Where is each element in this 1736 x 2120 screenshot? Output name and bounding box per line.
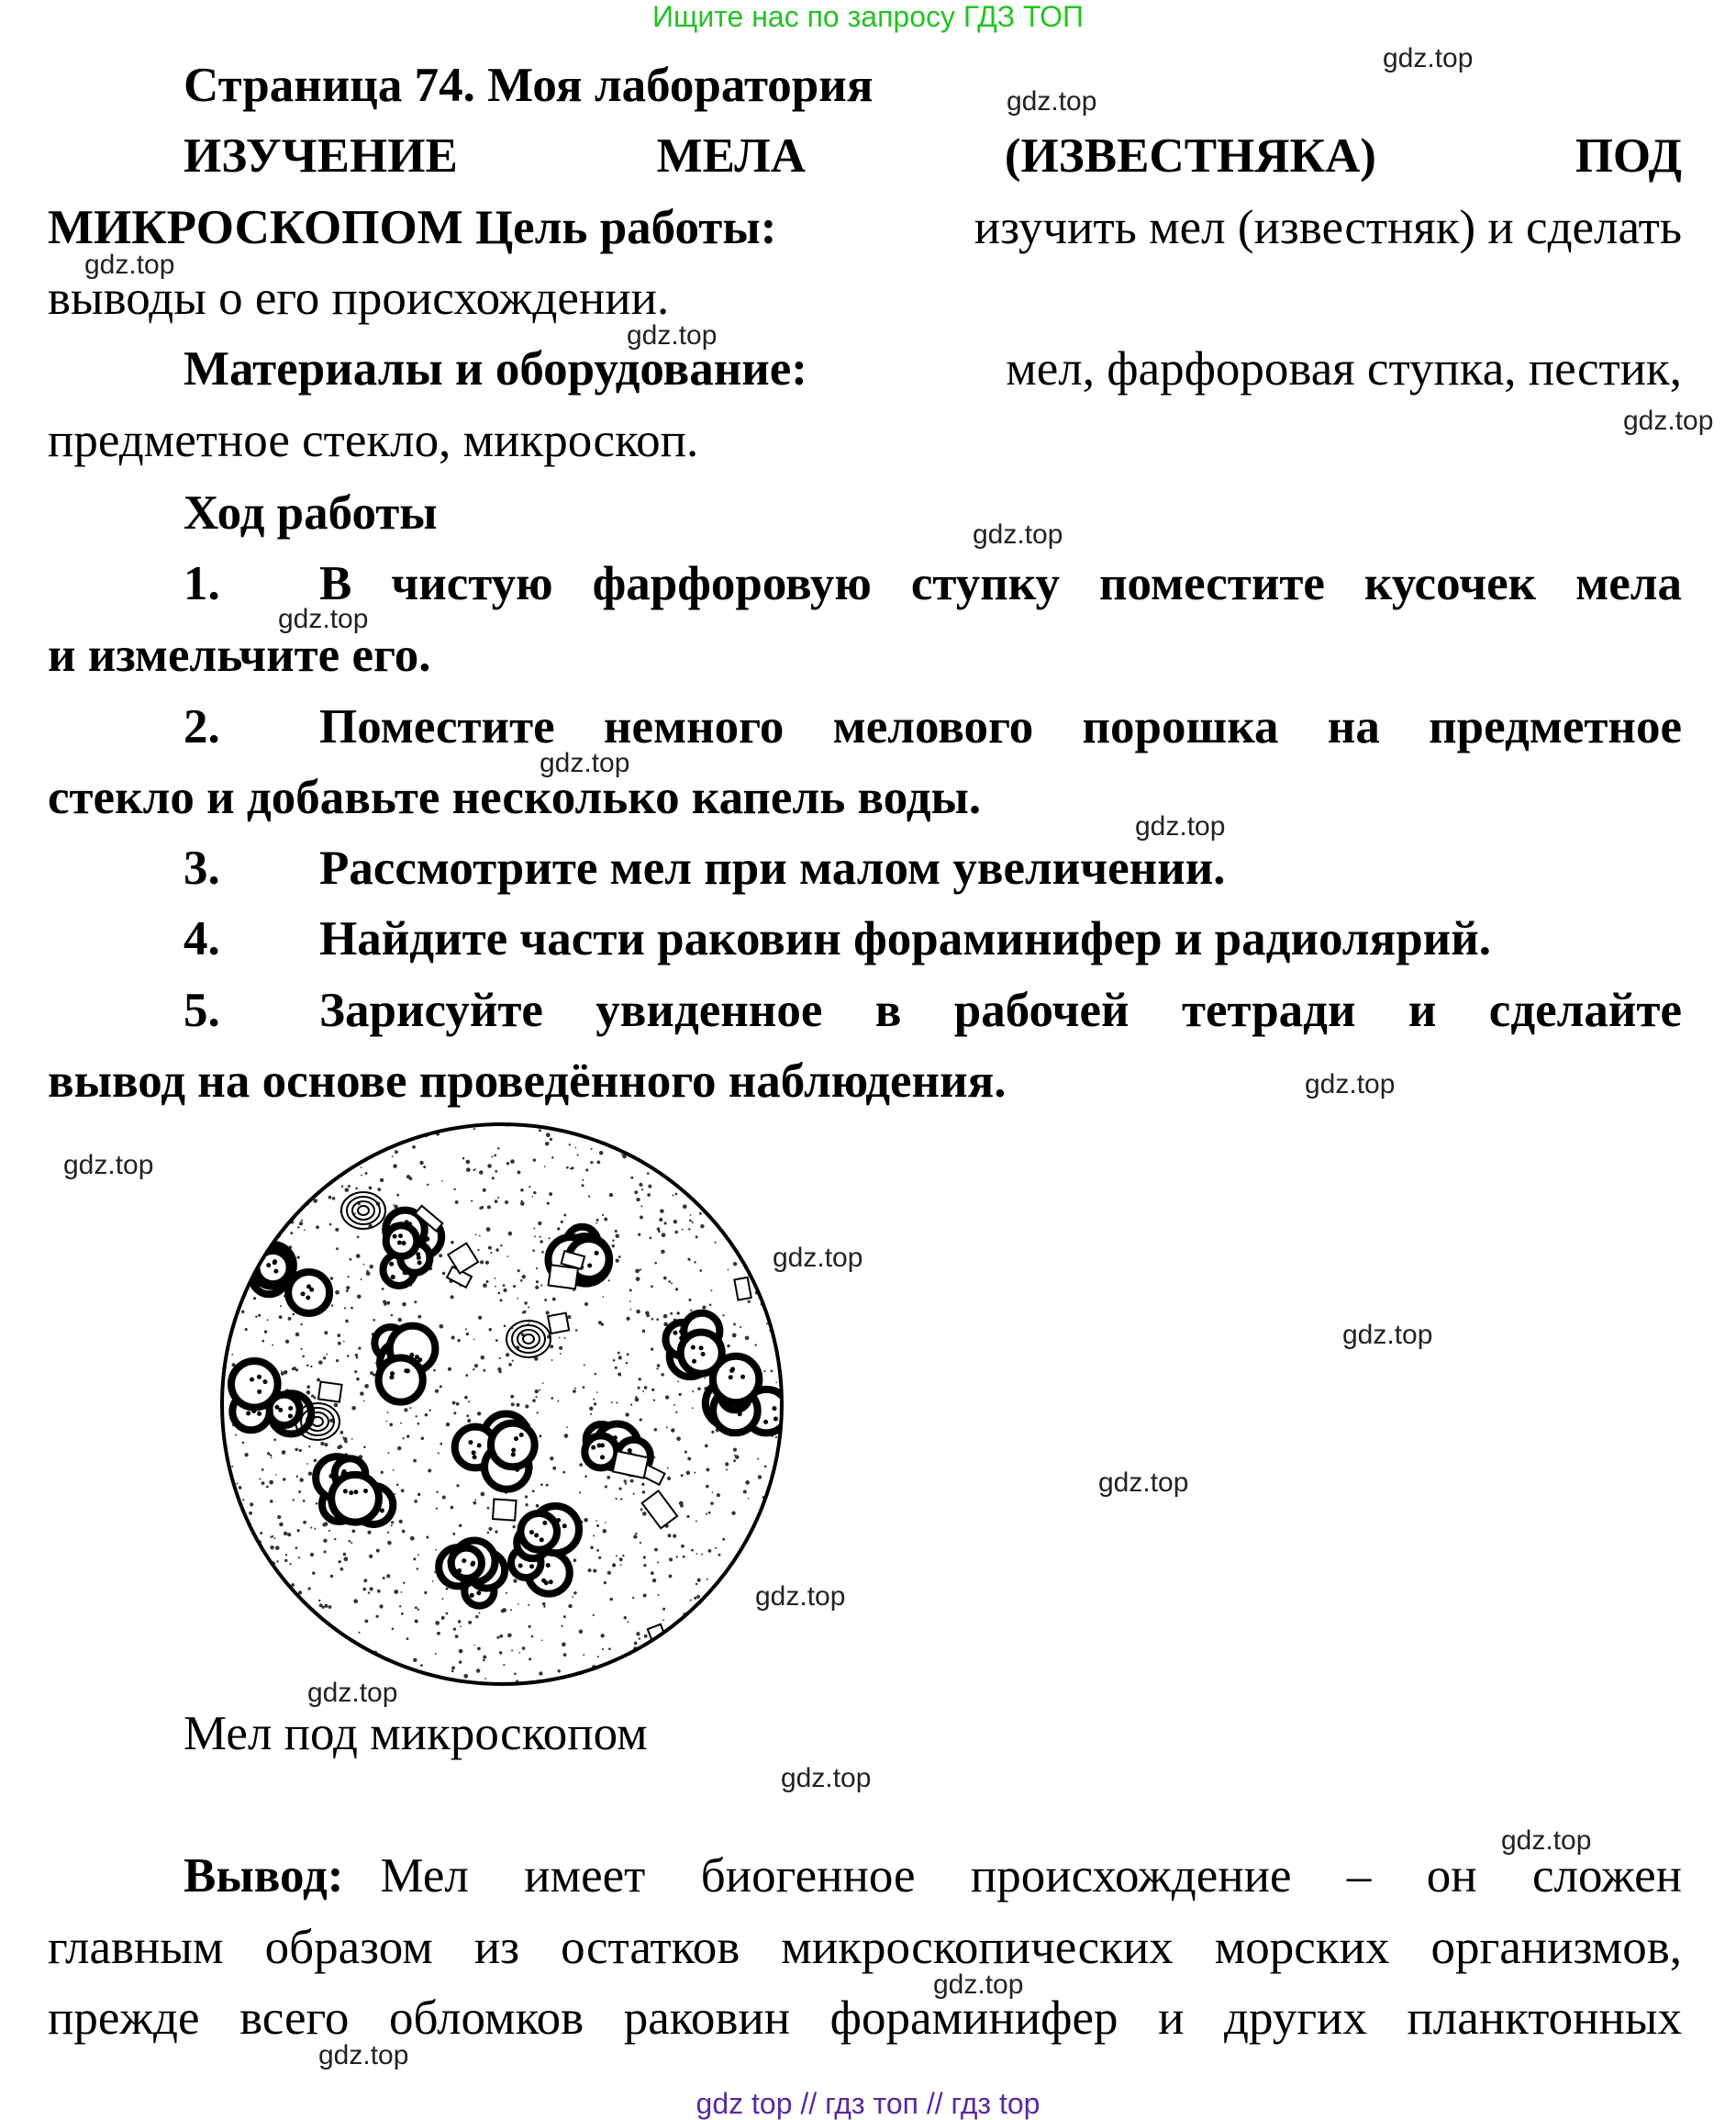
watermark: gdz.top [1305,1069,1396,1099]
goal-line [48,200,1682,255]
foraminifera-chamber [451,1548,482,1579]
goal-text: изучить мел (известняк) и сделать [974,201,1682,254]
step-text: Зарисуйте увиденное в рабочей тетради и сделайте [319,984,1682,1037]
step-text: Поместите немного мелового порошка на предметное [319,700,1682,753]
goal-text-cont: выводы о его происхождении. [48,272,670,325]
foraminifera-chamber [520,1513,557,1550]
foraminifera-chamber [491,1423,535,1467]
watermark: gdz.top [1135,811,1226,842]
foraminifera-chamber [386,1225,417,1256]
shell-fragment [642,1490,677,1528]
shell-fragment [493,1499,517,1520]
foraminifera-chamber [331,1475,379,1523]
watermark: gdz.top [278,604,369,634]
step-number: 2. [184,700,220,753]
foraminifera-chamber [584,1435,617,1467]
foraminifera-chamber [256,1251,289,1284]
conclusion-text-cont: прежде всего обломков раковин фораминифер и других планктонных [48,1992,1682,2045]
heading-line-2: МИКРОСКОПОМ Цель работы: [48,201,777,254]
watermark: gdz.top [307,1678,398,1708]
step-number: 3. [184,842,220,895]
radiolarian-ring [517,1330,540,1348]
step-text: Найдите части раковин фораминифер и радиолярий. [319,912,1491,965]
heading-word: МЕЛА [656,129,807,183]
heading-word: ПОД [1575,129,1682,183]
watermark: gdz.top [63,1150,154,1180]
materials-text: мел, фарфоровая ступка, пестик, [1006,342,1682,396]
figure-caption: Мел под микроскопом [184,1707,648,1760]
radiolarian-ring [312,1417,323,1426]
step-number: 4. [184,912,220,965]
watermark: gdz.top [773,1243,863,1273]
step-text: Рассмотрите мел при малом увеличении. [319,842,1226,895]
heading-word: ИЗУЧЕНИЕ [184,129,458,183]
conclusion-line [184,1848,1682,1903]
watermark: gdz.top [1501,1825,1592,1856]
watermark: gdz.top [1342,1320,1433,1350]
watermark: gdz.top [1098,1467,1189,1498]
foraminifera-chamber [379,1357,423,1401]
step-number: 5. [184,984,220,1037]
materials-label: Материалы и оборудование: [184,342,807,396]
chalk-microscope-illustration [217,1119,787,1690]
step-text-cont: и измельчите его. [48,629,431,682]
watermark: gdz.top [627,320,718,351]
footer-links[interactable]: gdz top // гдз топ // гдз top [696,2087,1040,2120]
step-text: В чистую фарфоровую ступку поместите кусочек мела [319,557,1682,610]
shell-fragment [734,1278,751,1300]
shell-fragment [548,1313,569,1333]
watermark: gdz.top [973,519,1063,550]
shell-fragment [318,1382,342,1402]
watermark: gdz.top [755,1581,846,1612]
heading-word: (ИЗВЕСТНЯКА) [1004,129,1376,183]
watermark: gdz.top [318,2040,409,2070]
watermark: gdz.top [781,1763,872,1793]
materials-line [184,341,1682,396]
page-title: Страница 74. Моя лаборатория [184,59,874,112]
shell-fragment [693,1179,719,1211]
heading-line-1 [184,128,1682,184]
shell-fragment [549,1265,578,1289]
foraminifera-chamber [288,1272,329,1313]
radiolarian-ring [352,1201,374,1220]
step-text-cont: стекло и добавьте несколько капель воды. [48,771,982,824]
procedure-heading: Ход работы [184,486,438,540]
step-number: 1. [184,557,220,610]
watermark: gdz.top [84,250,175,280]
conclusion-text-cont: главным образом из остатков микроскопических морских организмов, [48,1921,1682,1974]
watermark: gdz.top [1623,406,1714,436]
watermark: gdz.top [540,748,630,778]
foraminifera-chamber [713,1356,759,1402]
watermark: gdz.top [933,1969,1024,2000]
radiolarian-ring [358,1206,369,1215]
watermark: gdz.top [1007,86,1097,117]
watermark: gdz.top [1383,43,1474,73]
conclusion-text: Мел имеет биогенное происхождение – он сложен [380,1849,1682,1902]
materials-text-cont: предметное стекло, микроскоп. [48,414,699,467]
radiolarian-ring [523,1334,534,1344]
foraminifera-chamber [231,1361,278,1408]
step-text-cont: вывод на основе проведённого наблюдения. [48,1054,1007,1108]
search-banner[interactable]: Ищите нас по запросу ГДЗ ТОП [652,0,1084,33]
conclusion-label: Вывод: [184,1849,344,1902]
